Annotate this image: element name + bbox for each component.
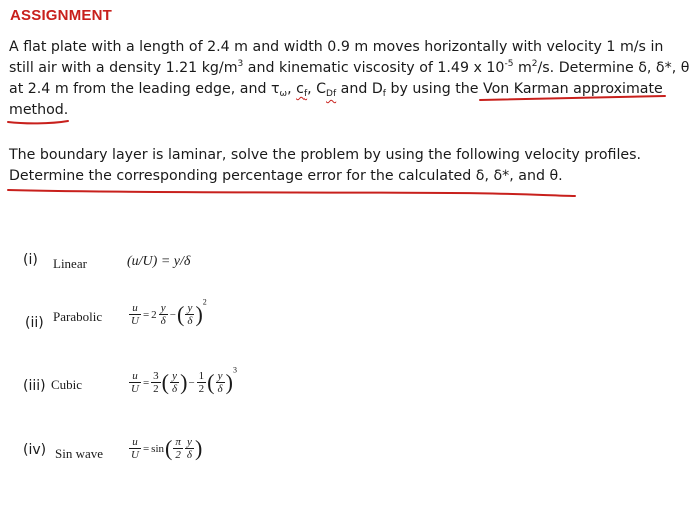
- profile-number: (i): [23, 252, 38, 268]
- profile-name: Parabolic: [53, 309, 103, 324]
- profile-number: (iii): [23, 378, 46, 394]
- assignment-title: ASSIGNMENT: [10, 7, 113, 24]
- parabolic-formula: $\frac{u}{U}$ = 2 $\frac{y}{\delta}$ −( $\frac{y}{\delta}$ )$^2$: [131, 297, 207, 327]
- problem-line-1: A flat plate with a length of 2.4 m and width 0.9 m moves horizontally with velocity 1 m/s in: [9, 39, 664, 55]
- profile-number: (iv): [23, 442, 47, 458]
- problem-line-3: at 2.4 m from the leading edge, and $\tau_\omega$, $c_f$, $C_{Df}$ and $D_f$ by using the Von Karman approximate: [9, 81, 663, 99]
- profile-name: Linear: [53, 256, 87, 271]
- instruction-line-1: The boundary layer is laminar, solve the problem by using the following velocity profiles.: [9, 147, 642, 163]
- sine-formula: $\frac{u}{U}$ = sin( $\frac{\pi}{2}$ $\frac{y}{\delta}$ ): [131, 435, 203, 461]
- profile-number: (ii): [25, 315, 44, 331]
- profile-name: Sin wave: [55, 446, 104, 461]
- linear-formula: (u/U) = y/δ: [127, 254, 191, 269]
- cubic-formula: $\frac{u}{U}$ = $\frac{3}{2}$ ( $\frac{y}{\delta}$ )− $\frac{1}{2}$ ( $\frac{y}{\delta}$ )$^3$: [131, 365, 237, 395]
- profile-name: Cubic: [51, 377, 83, 392]
- problem-line-4: method.: [9, 102, 69, 118]
- instruction-line-2: Determine the corresponding percentage error for the calculated δ, δ*, and θ.: [9, 168, 563, 184]
- problem-line-2: still air with a density 1.21 $kg/m^3$ and kinematic viscosity of 1.49 x $10^{-5}$ $m^2/s$. Determine δ, δ*, θ: [9, 59, 690, 76]
